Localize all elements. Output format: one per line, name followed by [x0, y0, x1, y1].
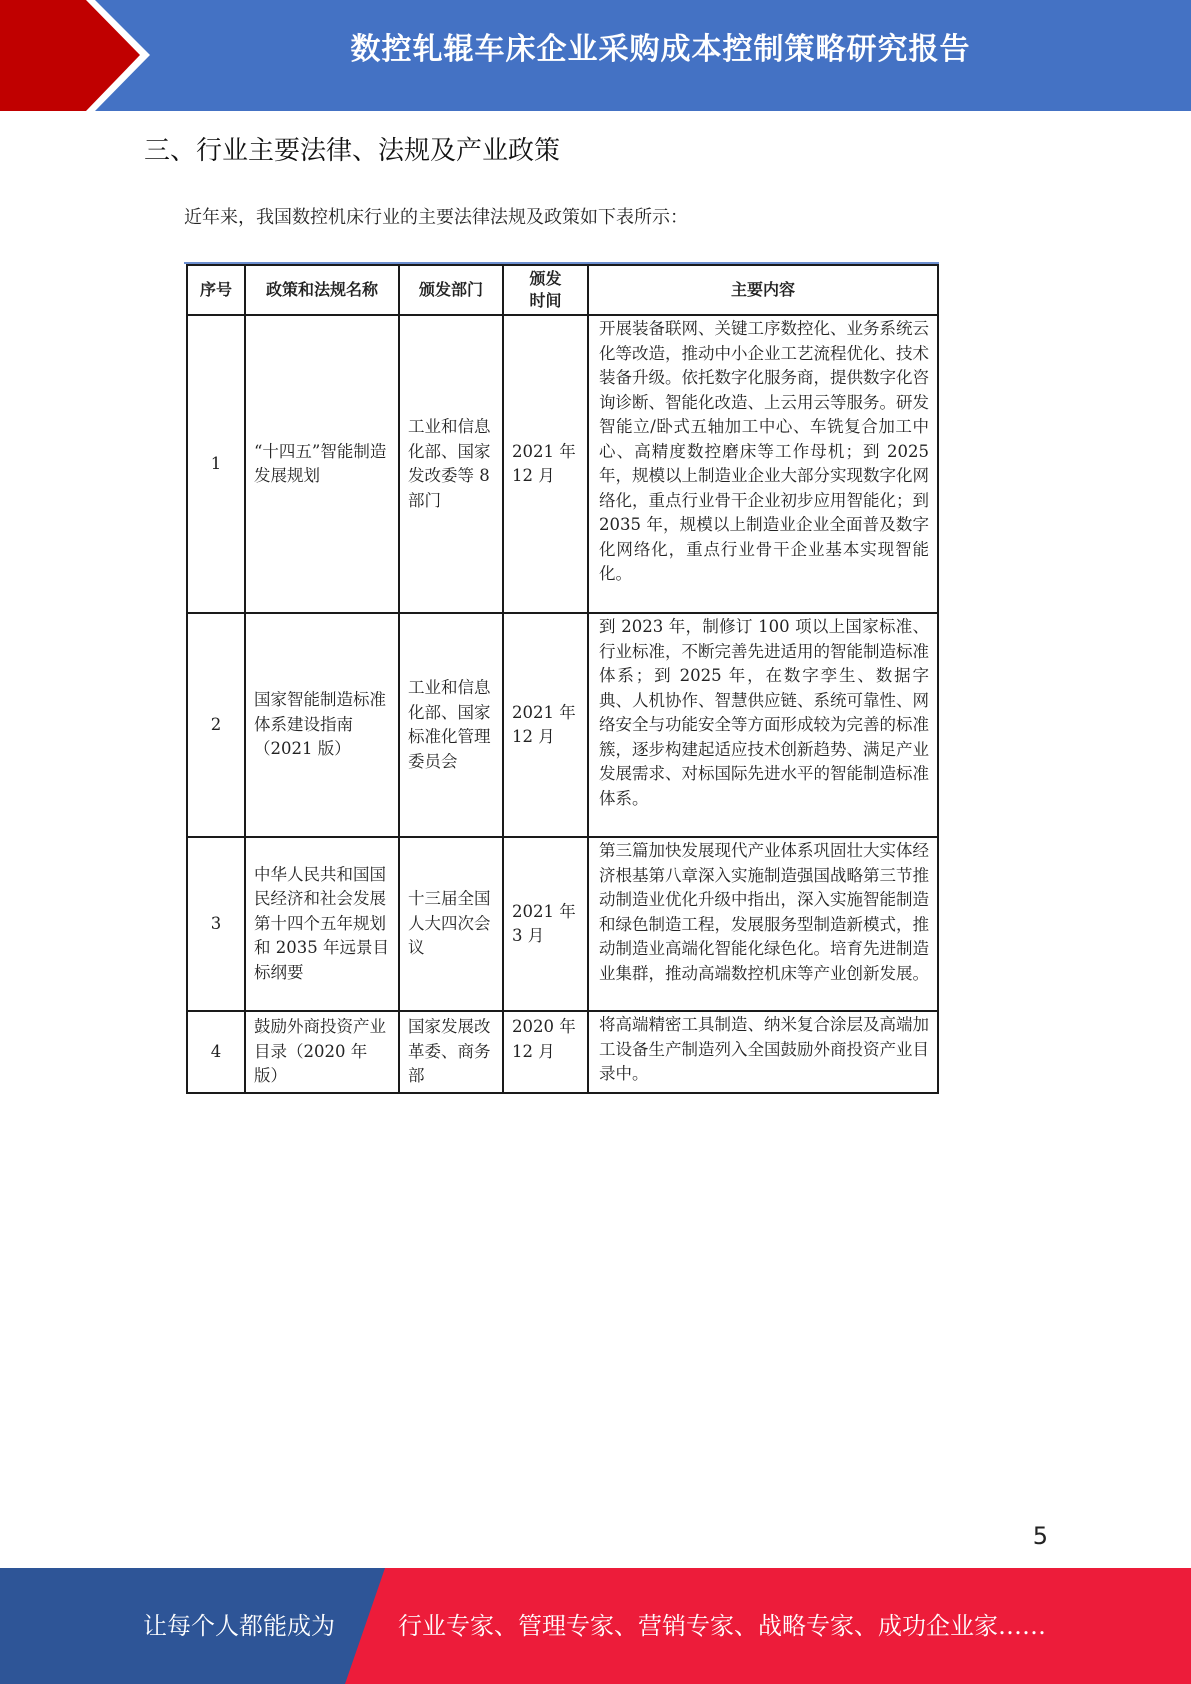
cell-dept: 工业和信息化部、国家标准化管理委员会: [399, 613, 503, 837]
cell-time: 2021 年 3 月: [503, 837, 588, 1011]
table-row: [187, 613, 938, 837]
cell-seq: 2: [187, 613, 245, 837]
policy-table-wrapper: [186, 264, 937, 1094]
footer-banner: [0, 1568, 1191, 1684]
cell-time: 2020 年 12 月: [503, 1011, 588, 1093]
table-header-row: [187, 265, 938, 315]
header-chevron-decoration: [0, 0, 150, 111]
cell-dept: 十三届全国人大四次会议: [399, 837, 503, 1011]
intro-paragraph: 近年来，我国数控机床行业的主要法律法规及政策如下表所示：: [184, 207, 688, 228]
cell-content: 到 2023 年，制修订 100 项以上国家标准、行业标准，不断完善先进适用的智能制造标准体系；到 2025 年，在数字孪生、数据字典、人机协作、智慧供应链、系统可靠性、网络安全与功能安全等方面形成较为完善的标准簇，逐步构建起适应技术创新趋势、满足产业发展需求、对标国际先进水平的智能制造标准体系。: [588, 613, 938, 837]
cell-name: 中华人民共和国国民经济和社会发展第十四个五年规划和 2035 年远景目标纲要: [245, 837, 399, 1011]
header-dept: 颁发部门: [399, 265, 503, 315]
cell-seq: 4: [187, 1011, 245, 1093]
cell-dept: 工业和信息化部、国家发改委等 8 部门: [399, 315, 503, 613]
section-heading: 三、行业主要法律、法规及产业政策: [144, 136, 561, 166]
cell-name: “十四五”智能制造发展规划: [245, 315, 399, 613]
cell-seq: 3: [187, 837, 245, 1011]
header-name: 政策和法规名称: [245, 265, 399, 315]
cell-name: 国家智能制造标准体系建设指南（2021 版）: [245, 613, 399, 837]
report-title: 数控轧辊车床企业采购成本控制策略研究报告: [350, 32, 971, 67]
page-number: 5: [1032, 1522, 1048, 1550]
header-seq: 序号: [187, 265, 245, 315]
table-row: [187, 1011, 938, 1093]
footer-slogan-right: 行业专家、管理专家、营销专家、战略专家、成功企业家……: [398, 1612, 1046, 1640]
footer-slogan-left: 让每个人都能成为: [143, 1612, 335, 1640]
cell-name: 鼓励外商投资产业目录（2020 年版）: [245, 1011, 399, 1093]
cell-content: 将高端精密工具制造、纳米复合涂层及高端加工设备生产制造列入全国鼓励外商投资产业目录中。: [588, 1011, 938, 1093]
cell-content: 开展装备联网、关键工序数控化、业务系统云化等改造，推动中小企业工艺流程优化、技术装备升级。依托数字化服务商，提供数字化咨询诊断、智能化改造、上云用云等服务。研发智能立/卧式五轴加工中心、车铣复合加工中心、高精度数控磨床等工作母机；到 2025 年，规模以上制造业企业大部分实现数字化网络化，重点行业骨干企业初步应用智能化；到 2035 年，规模以上制造业企业全面普及数字化网络化，重点行业骨干企业基本实现智能化。: [588, 315, 938, 613]
cell-seq: 1: [187, 315, 245, 613]
cell-time: 2021 年 12 月: [503, 613, 588, 837]
policy-table: [186, 264, 939, 1094]
table-row: [187, 315, 938, 613]
cell-dept: 国家发展改革委、商务部: [399, 1011, 503, 1093]
cell-content: 第三篇加快发展现代产业体系巩固壮大实体经济根基第八章深入实施制造强国战略第三节推动制造业优化升级中指出，深入实施智能制造和绿色制造工程，发展服务型制造新模式，推动制造业高端化智能化绿色化。培育先进制造业集群，推动高端数控机床等产业创新发展。: [588, 837, 938, 1011]
cell-time: 2021 年 12 月: [503, 315, 588, 613]
header-content: 主要内容: [588, 265, 938, 315]
header-time: 颁发 时间: [503, 265, 588, 315]
table-row: [187, 837, 938, 1011]
header-banner: [0, 0, 1191, 111]
